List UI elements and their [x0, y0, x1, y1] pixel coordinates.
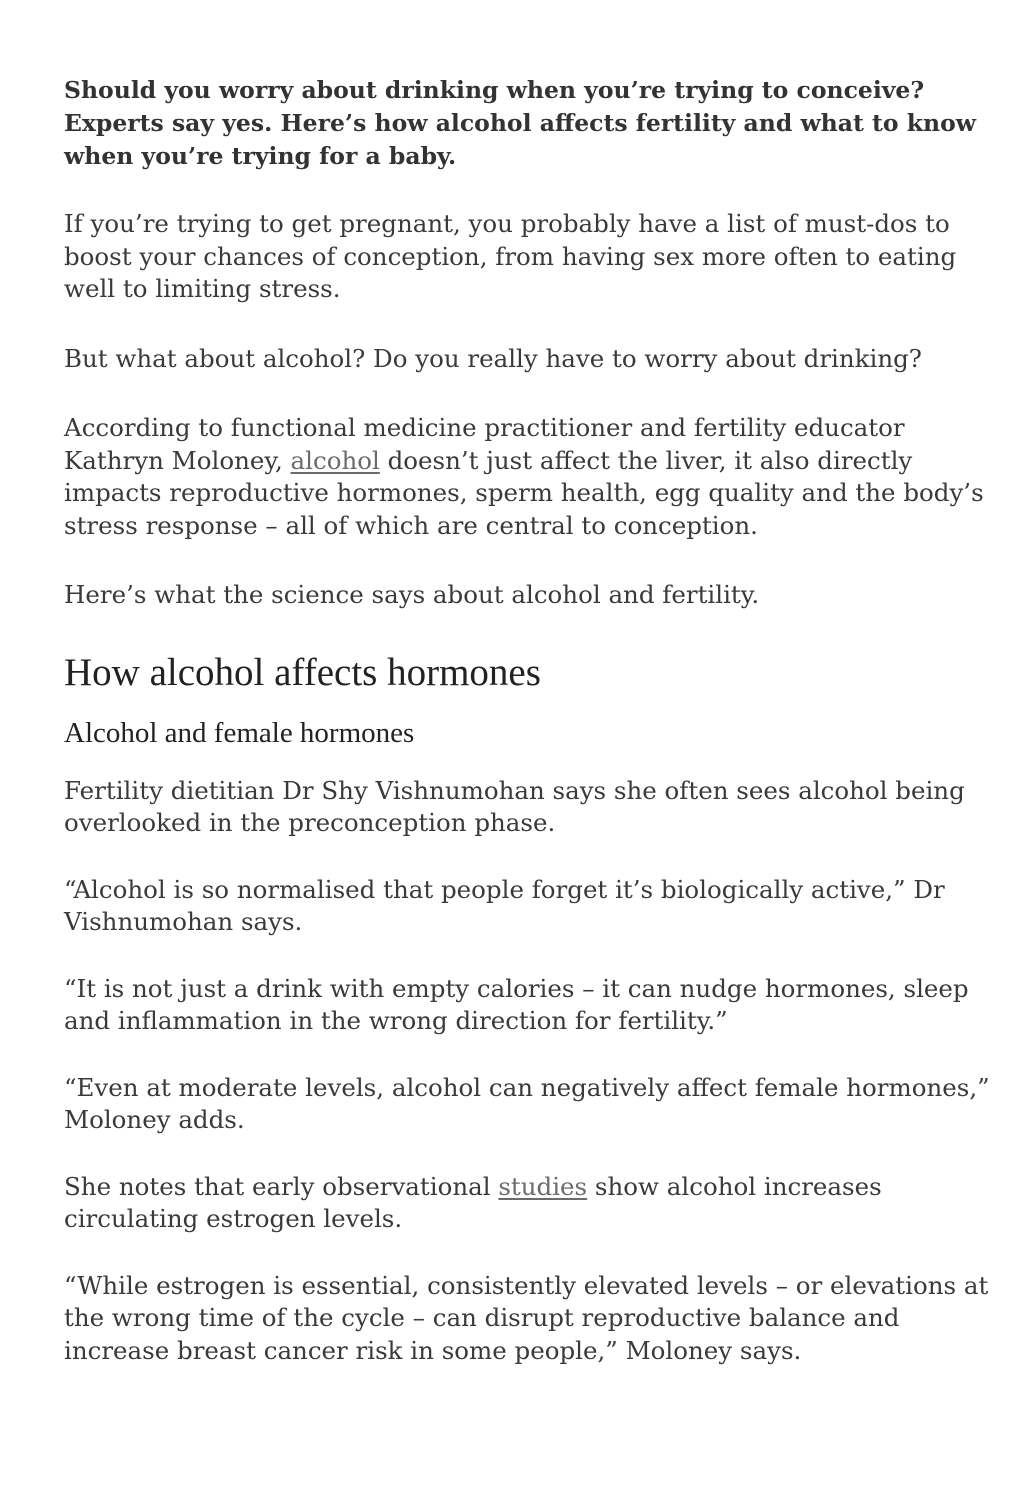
- paragraph-quote-estrogen: “While estrogen is essential, consistently elevated levels – or elevations at the wrong time of the cycle – can disrupt reproductive balance and increase breast cancer risk in some people,” Moloney says.: [64, 1270, 989, 1365]
- paragraph-dietitian: Fertility dietitian Dr Shy Vishnumohan says she often sees alcohol being overlooked in the preconception phase.: [64, 775, 965, 837]
- paragraph-science: Here’s what the science says about alcohol and fertility.: [64, 580, 760, 609]
- paragraph-quote-normalised: “Alcohol is so normalised that people forget it’s biologically active,” Dr Vishnumohan says.: [64, 874, 945, 936]
- paragraph-moloney-intro: [64, 412, 994, 542]
- studies-link[interactable]: studies: [498, 1171, 588, 1201]
- paragraph-text: show alcohol increases circulating estrogen levels.: [64, 1171, 882, 1233]
- paragraph-quote-empty-calories: “It is not just a drink with empty calories – it can nudge hormones, sleep and inflammation in the wrong direction for fertility.”: [64, 973, 969, 1035]
- paragraph-intro: If you’re trying to get pregnant, you probably have a list of must-dos to boost your chances of conception, from having sex more often to eating well to limiting stress.: [64, 209, 957, 303]
- paragraph-text: doesn’t just affect the liver, it also directly impacts reproductive hormones, sperm health, egg quality and the body’s stress response – all of which are central to conception.: [64, 445, 984, 540]
- alcohol-link[interactable]: alcohol: [290, 445, 380, 475]
- paragraph-studies: [64, 1171, 994, 1236]
- subheading-female-hormones: Alcohol and female hormones: [64, 716, 415, 749]
- paragraph-question: But what about alcohol? Do you really have to worry about drinking?: [64, 343, 922, 373]
- paragraph-quote-moderate-levels: “Even at moderate levels, alcohol can negatively affect female hormones,” Moloney adds.: [64, 1072, 990, 1134]
- article-lede: Should you worry about drinking when you’re trying to conceive? Experts say yes. Here’s how alcohol affects fertility and what to know when you’re trying for a baby.: [64, 76, 977, 170]
- article-body: [64, 74, 994, 1401]
- heading-hormones: How alcohol affects hormones: [64, 650, 541, 694]
- paragraph-text: She notes that early observational: [64, 1171, 499, 1201]
- paragraph-text: According to functional medicine practitioner and fertility educator Kathryn Moloney,: [64, 413, 905, 475]
